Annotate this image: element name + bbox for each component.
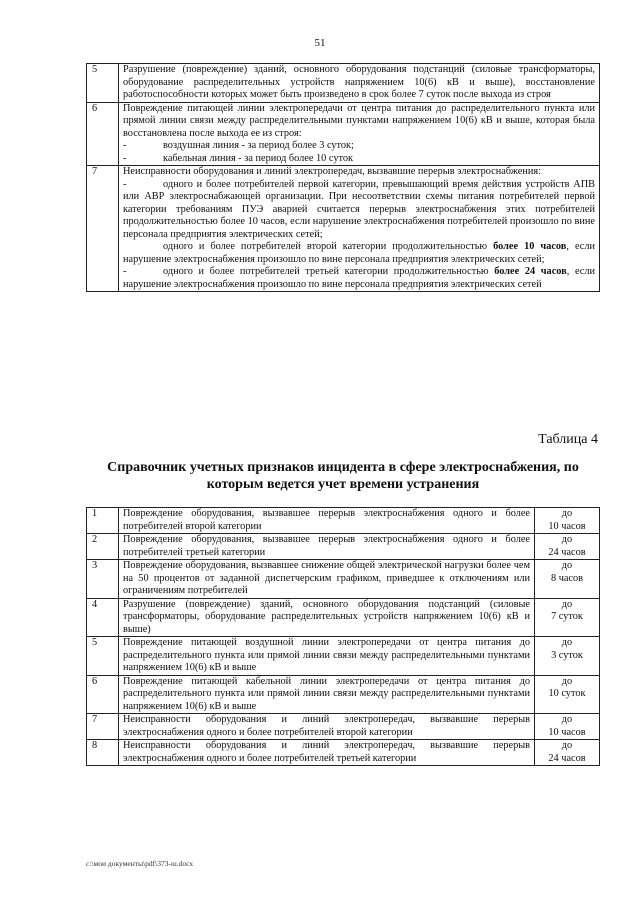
table-row [87, 508, 600, 534]
table-row [87, 675, 600, 714]
term-value: 10 часов [548, 520, 586, 532]
row-number: 1 [87, 508, 119, 534]
page-number: 51 [314, 37, 326, 49]
term-prefix: до [561, 740, 573, 751]
row-number: 8 [87, 740, 119, 766]
table-row [87, 740, 600, 766]
list-item-text: одного и более потребителей первой категории, превышающий время действия устройств АПВ или АВР электроснабжающей организации. При несоответствии схемы питания потребителей первой категории требованиям ПУЭ аварией считается перерыв электроснабжения этих потребителей продолжительностью более 10 часов, если нарушение электроснабжения потребителей произошло по вине персонала предприятия электрических сетей; [123, 178, 595, 240]
incident-criteria-table-continued [86, 63, 600, 292]
term-value: 10 часов [548, 726, 586, 738]
row-number: 3 [87, 560, 119, 599]
term-prefix: до [561, 675, 573, 687]
table-row [87, 534, 600, 560]
table-row [87, 637, 600, 676]
term-prefix: до [561, 508, 573, 519]
resolution-term-cell [535, 508, 600, 534]
term-prefix: до [561, 637, 573, 648]
table-row [87, 166, 600, 292]
resolution-term-cell [535, 534, 600, 560]
row-number: 5 [87, 64, 119, 103]
term-value: 8 часов [550, 572, 584, 584]
row-text: Повреждение оборудования, вызвавшее перерыв электроснабжения одного и более потребителей третьей категории [119, 534, 535, 560]
row-text: Неисправности оборудования и линий электропередач, вызвавшие перерыв электроснабжения одного и более потребителей второй категории [119, 714, 535, 740]
table-row [87, 560, 600, 599]
resolution-term-cell [535, 740, 600, 766]
row-number: 2 [87, 534, 119, 560]
table-row [87, 714, 600, 740]
list-dash: - [123, 152, 127, 164]
term-prefix: до [561, 714, 573, 725]
row-text: Повреждение питающей кабельной линии электропередачи от центра питания до распределительного пункта или прямой линии связи между распределительными пунктами напряжением 10(6) кВ и выше [119, 675, 535, 714]
list-dash: - [123, 178, 127, 190]
table-row [87, 102, 600, 166]
table-row [87, 64, 600, 103]
row-text: Повреждение питающей линии электропередачи от центра питания до распределительного пункта или прямой линии связи между распределительными пунктами напряжением 10(6) кВ и выше, которая была восстановлена после выхода ее из строя: [123, 102, 595, 139]
footer-file-path: c:\мои документы\pdf\373-ш.docx [86, 859, 194, 868]
row-number: 6 [87, 675, 119, 714]
list-item-text: , если нарушение электроснабжения произошло по вине персонала предприятия электрических сетей; [123, 241, 596, 265]
row-text: Повреждение питающей воздушной линии электропередачи от центра питания до распределительного пункта или прямой линии связи между распределительными пунктами напряжением 10(6) кВ и выше [119, 637, 535, 676]
resolution-term-cell [535, 560, 600, 599]
table-label: Таблица 4 [538, 432, 598, 447]
resolution-term-cell [535, 598, 600, 637]
list-dash: - [123, 140, 127, 151]
term-value: 7 суток [551, 611, 583, 622]
resolution-term-cell [535, 714, 600, 740]
term-value: 3 суток [551, 649, 583, 661]
list-item-emphasis: более 10 часов [493, 241, 567, 252]
table-title: Справочник учетных признаков инцидента в сфере электроснабжения, по которым ведется учет времени устранения [107, 460, 579, 492]
row-number: 4 [87, 598, 119, 637]
row-text: Разрушение (повреждение) зданий, основного оборудования подстанций (силовые трансформаторы, оборудование распределительных устройств напряжением 10(6) кВ и выше) [119, 598, 535, 637]
list-item-text: кабельная линия - за период более 10 суток [163, 152, 353, 164]
term-value: 10 суток [548, 688, 586, 699]
term-value: 24 часов [548, 752, 586, 764]
list-dash: - [123, 266, 127, 277]
row-text: Неисправности оборудования и линий электропередач, вызвавшие перерыв электроснабжения одного и более потребителей третьей категории [119, 740, 535, 766]
row-text: Повреждение оборудования, вызвавшее снижение общей электрической нагрузки более чем на 50 процентов от заданной диспетчерским графиком, приведшее к отключениям или ограничениям потребителей [119, 560, 535, 599]
list-item [123, 266, 595, 291]
list-item [123, 140, 595, 153]
row-number: 6 [87, 102, 119, 166]
list-item-emphasis: более 24 часов [494, 266, 567, 277]
row-text-cell [119, 102, 600, 166]
list-item-text: , если нарушение электроснабжения произошло по вине персонала предприятия электрических сетей [123, 266, 595, 290]
incident-resolution-time-table [86, 507, 600, 766]
row-text: Повреждение оборудования, вызвавшее перерыв электроснабжения одного и более потребителей второй категории [119, 508, 535, 534]
term-prefix: до [561, 534, 573, 545]
term-prefix: до [561, 560, 573, 571]
list-item [123, 241, 595, 266]
row-number: 7 [87, 714, 119, 740]
list-item-text: воздушная линия - за период более 3 суток; [163, 140, 354, 151]
row-number: 5 [87, 637, 119, 676]
table-row [87, 598, 600, 637]
list-item-text: одного и более потребителей второй категории продолжительностью [163, 241, 488, 252]
term-value: 24 часов [548, 546, 586, 558]
resolution-term-cell [535, 675, 600, 714]
list-item [123, 179, 595, 242]
row-number: 7 [87, 166, 119, 292]
row-text: Разрушение (повреждение) зданий, основного оборудования подстанций (силовые трансформаторы, оборудование распределительных устройств напряжением 10(6) кВ и выше), восстановление работоспособности которых может быть произведено в срок более 7 суток после выхода из строя [119, 64, 600, 103]
row-text: Неисправности оборудования и линий электропередач, вызвавшие перерыв электроснабжения: [123, 166, 541, 177]
list-item-text: одного и более потребителей третьей категории продолжительностью [163, 266, 489, 277]
term-prefix: до [561, 598, 573, 610]
list-item [123, 153, 595, 166]
row-text-cell [119, 166, 600, 292]
resolution-term-cell [535, 637, 600, 676]
